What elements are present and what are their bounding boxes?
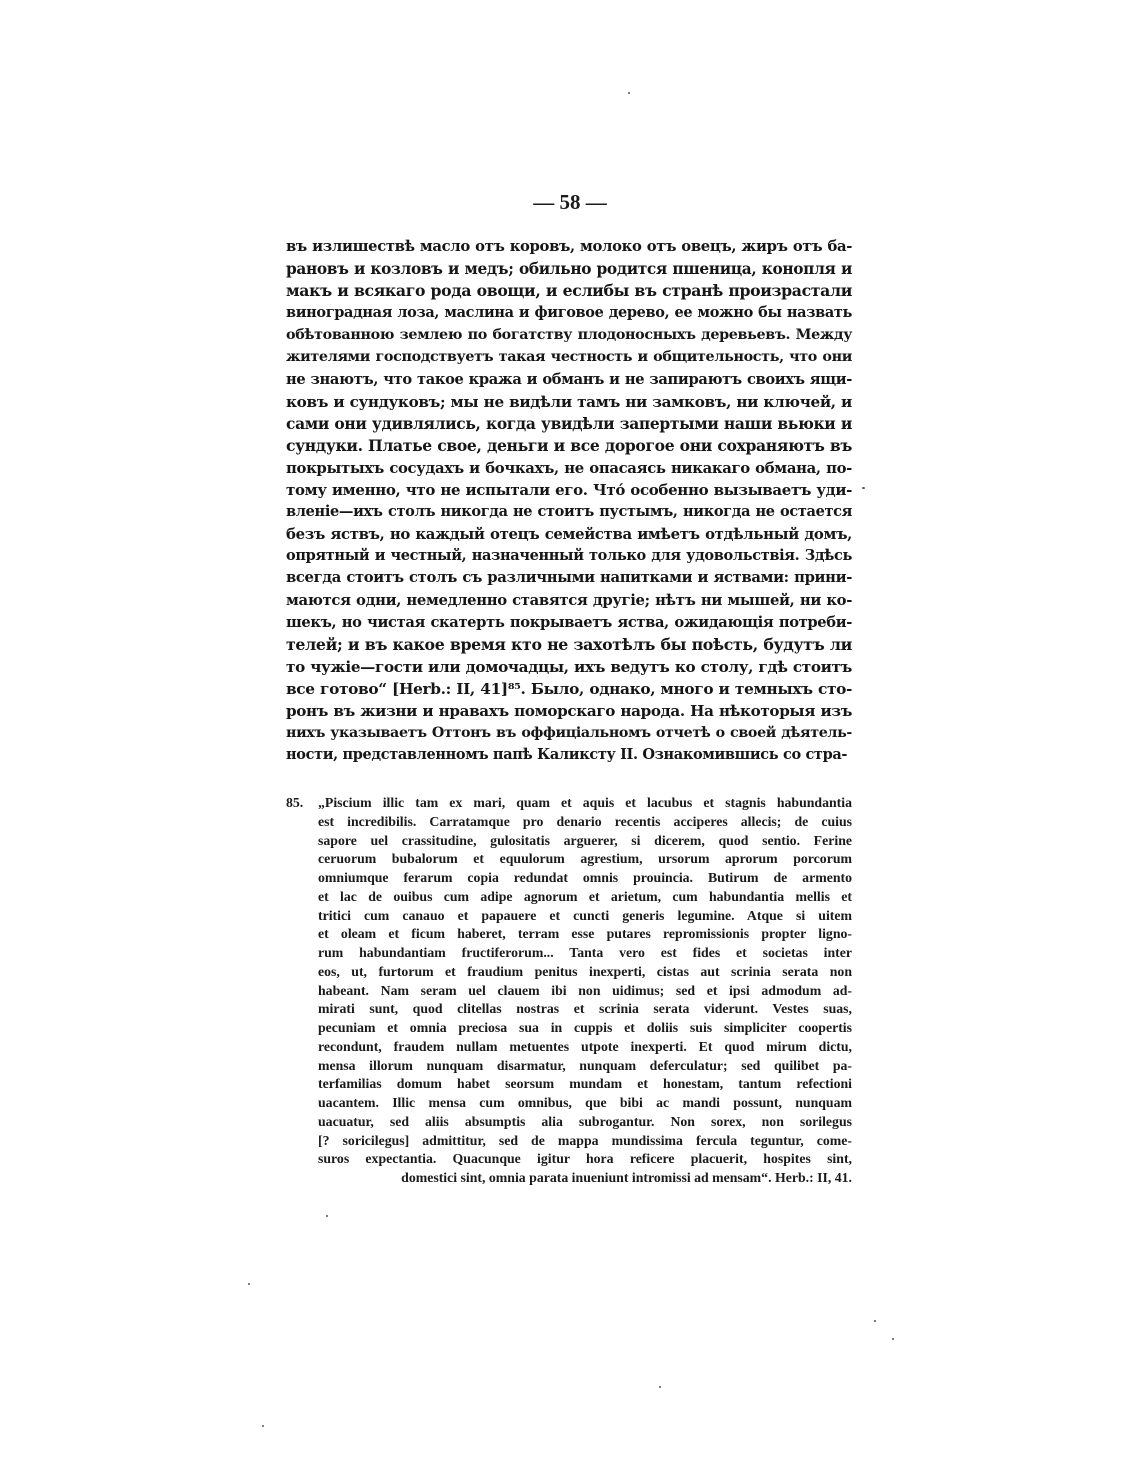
footnote-line: pecuniam et omnia preciosa sua in cuppis et doliis suis simpliciter coopertis	[318, 1020, 852, 1035]
footnote-line: et oleam et ficum haberet, terram esse putares repromissionis propter ligno-	[318, 926, 852, 942]
footnote-line: „Piscium illic tam ex mari, quam et aquis et lacubus et stagnis habundantia	[318, 795, 852, 810]
text-line: въ излишествѣ масло отъ коровъ, молоко отъ овецъ, жиръ отъ ба-	[286, 238, 852, 255]
footnote-line: rum habundantiam fructiferorum... Tanta vero est fides et societas inter	[318, 945, 852, 960]
scan-speck	[262, 1425, 264, 1427]
footnote-line: suros expectantia. Quacunque igitur hora reficere placuerit, hospites sint,	[318, 1151, 852, 1167]
footnote-line: omniumque ferarum copia redundat omnis prouincia. Butirum de armento	[318, 870, 852, 885]
footnote-line: uacantem. Illic mensa cum omnibus, que bibi ac mandi possunt, nunquam	[318, 1095, 852, 1110]
scan-speck	[659, 1386, 661, 1388]
text-line: жителями господствуетъ такая честность и общительность, что они	[286, 349, 852, 366]
footnote-line: tritici cum canauo et papauere et cuncti generis legumine. Atque si uitem	[318, 907, 852, 923]
text-line: макъ и всякаго рода овощи, и еслибы въ странѣ произрастали	[286, 281, 852, 301]
footnote-line: recondunt, fraudem nullam metuentes utpote inexperti. Et quod mirum dictu,	[318, 1038, 852, 1054]
text-line: нихъ указываетъ Оттонъ въ оффиціальномъ отчетѣ о своей дѣятель-	[286, 725, 852, 742]
text-line: не знаютъ, что такое кража и обманъ и не запираютъ своихъ ящи-	[286, 370, 852, 388]
text-line: рановъ и козловъ и медъ; обильно родится пшеница, конопля и	[286, 260, 852, 279]
text-line: тому именно, что не испытали его. Что́ особенно вызываетъ уди-	[286, 481, 852, 500]
text-line: маются одни, немедленно ставятся другіе; нѣтъ ни мышей, ни ко-	[286, 591, 852, 609]
footnote-line: domestici sint, omnia parata inueniunt intromissi ad mensam“. Herb.: II, 41.	[401, 1170, 852, 1185]
text-line: шекъ, но чистая скатерть покрываетъ яства, ожидающія потреби-	[286, 613, 852, 631]
main-text	[286, 236, 852, 766]
scan-speck	[892, 1338, 894, 1340]
text-line: обѣтованною землею по богатству плодоносныхъ деревьевъ. Между	[286, 327, 852, 344]
footnote-line: et lac de ouibus cum adipe agnorum et arietum, cum habundantia mellis et	[318, 888, 852, 904]
text-line: покрытыхъ сосудахъ и бочкахъ, не опасаясь никакаго обмана, по-	[286, 458, 852, 477]
scan-speck	[326, 1215, 328, 1217]
text-line: все готово“ [Herb.: II, 41]⁸⁵. Было, однако, много и темныхъ сто-	[286, 679, 852, 698]
footnote-number: 85.	[286, 795, 304, 810]
footnote-line: [? soricilegus] admittitur, sed de mappa mundissima fercula teguntur, come-	[318, 1132, 852, 1148]
text-line: безъ яствъ, но каждый отецъ семейства имѣетъ отдѣльный домъ,	[286, 525, 852, 544]
text-line: ности, представленномъ папѣ Каликсту II. Ознакомившись со стра-	[286, 746, 848, 764]
scan-speck	[862, 487, 865, 489]
text-line: сундуки. Платье свое, деньги и все дорогое они сохраняютъ въ	[286, 435, 852, 455]
text-line: вленіе—ихъ столъ никогда не стоитъ пустымъ, никогда не остается	[286, 503, 852, 521]
scan-speck	[874, 1320, 876, 1322]
footnote-body	[318, 794, 852, 1188]
text-line: всегда стоитъ столъ съ различными напитками и яствами: прини-	[286, 569, 852, 587]
footnote-line: mirati sunt, quod clitellas nostras et scrinia serata viderunt. Vestes suas,	[318, 1001, 852, 1017]
text-line: виноградная лоза, маслина и фиговое дерево, ее можно бы назвать	[286, 304, 852, 322]
footnote-line: mensa illorum nunquam disarmatur, nunquam deferculatur; sed quilibet pa-	[318, 1057, 852, 1073]
footnote-line: habeant. Nam seram uel clauem ibi non uidimus; sed et ipsi admodum ad-	[318, 982, 852, 998]
text-line: сами они удивлялись, когда увидѣли запертыми наши вьюки и	[286, 413, 852, 433]
text-line: ронъ въ жизни и нравахъ поморскаго народа. На нѣкоторыя изъ	[286, 701, 852, 720]
footnote-line: eos, ut, furtorum et fraudium penitus inexperti, cistas aut scrinia serata non	[318, 963, 852, 979]
footnote-line: ceruorum bubalorum et equulorum agrestium, ursorum aprorum porcorum	[318, 851, 852, 867]
footnote-line: sapore uel crassitudine, gulositatis arguerer, si dicerem, quod sentio. Ferine	[318, 832, 852, 848]
footnote-line: uacuatur, sed aliis absumptis alia subrogantur. Non sorex, non sorilegus	[318, 1113, 852, 1129]
text-line: то чужіе—гости или домочадцы, ихъ ведутъ ко столу, гдѣ стоитъ	[286, 657, 852, 676]
text-line: телей; и въ какое время кто не захотѣлъ бы поѣсть, будутъ ли	[286, 634, 852, 654]
scan-speck	[248, 1283, 250, 1285]
footnote-line: terfamilias domum habet seorsum mundam et honestam, tantum refectioni	[318, 1076, 852, 1092]
scan-speck	[628, 92, 630, 94]
page-number: — 58 —	[533, 190, 607, 214]
footnote	[286, 794, 852, 1188]
text-line: ковъ и сундуковъ; мы не видѣли тамъ ни замковъ, ни ключей, и	[286, 392, 852, 411]
text-line: опрятный и честный, назначенный только для удовольствія. Здѣсь	[286, 547, 852, 565]
footnote-line: est incredibilis. Carratamque pro denario recentis acciperes allecis; de cuius	[318, 813, 852, 829]
